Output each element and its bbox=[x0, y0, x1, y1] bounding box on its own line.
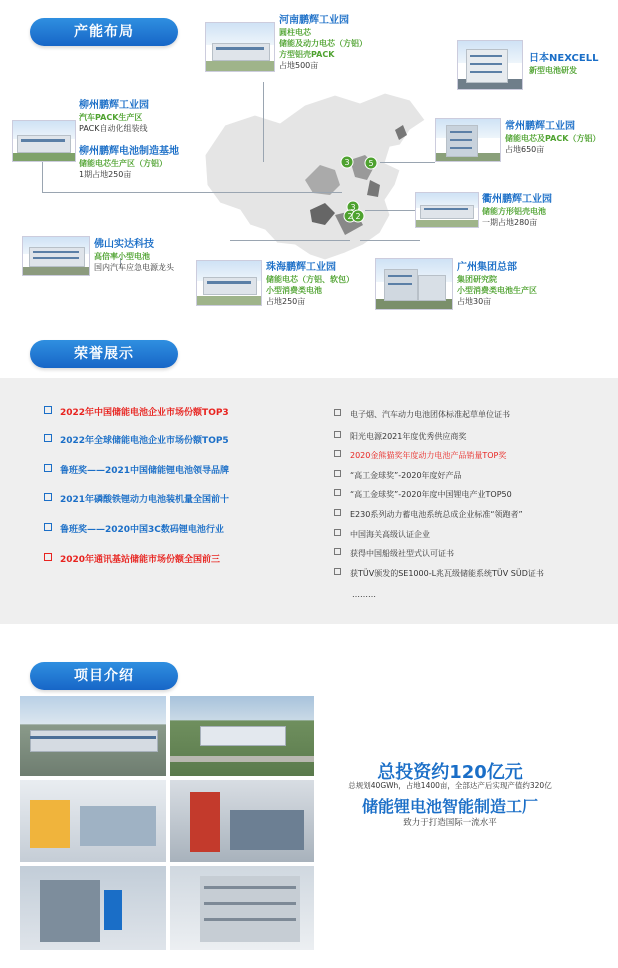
foshan-extra: 国内汽车应急电源龙头 bbox=[94, 263, 174, 272]
bullet-icon bbox=[44, 406, 52, 414]
project-section-title: 项目介绍 bbox=[30, 662, 178, 690]
map-marker-henan-label: 3 bbox=[344, 158, 350, 167]
liuzhou-base-area: 1期占地250亩 bbox=[79, 170, 132, 179]
henan-line-1: 圆柱电芯 bbox=[279, 28, 311, 37]
zhuhai-info bbox=[266, 261, 354, 307]
connector-changzhou bbox=[380, 162, 435, 164]
honor-right-7: 中国海关高级认证企业 bbox=[334, 529, 430, 540]
liuzhou-info bbox=[79, 99, 149, 134]
liuzhou-name: 柳州鹏辉工业园 bbox=[79, 100, 149, 111]
honor-left-2: 2022年全球储能电池企业市场份额TOP5 bbox=[44, 434, 229, 447]
japan-info bbox=[529, 52, 598, 76]
honor-right-3: 2020金熊猫奖年度动力电池产品销量TOP奖 bbox=[334, 450, 506, 461]
bullet-icon bbox=[334, 548, 341, 555]
guangzhou-info bbox=[457, 261, 537, 307]
japan-name: 日本NEXCELL bbox=[529, 53, 599, 64]
honors-ellipsis: ……… bbox=[352, 590, 376, 599]
guangzhou-line-2: 小型消费类电池生产区 bbox=[457, 286, 537, 295]
henan-line-3: 方型铝壳PACK bbox=[279, 50, 335, 59]
map-marker-liuzhou-label: 3 bbox=[350, 203, 356, 212]
honors-panel bbox=[0, 378, 618, 624]
foshan-line-1: 高倍率小型电池 bbox=[94, 252, 150, 261]
foshan-name: 佛山实达科技 bbox=[94, 239, 154, 250]
guangzhou-area: 占地30亩 bbox=[457, 297, 492, 306]
honor-right-8: 获得中国船级社型式认可证书 bbox=[334, 548, 454, 559]
project-photo-building-2 bbox=[170, 866, 314, 950]
henan-info bbox=[279, 14, 367, 71]
changzhou-area: 占地650亩 bbox=[505, 145, 545, 154]
liuzhou-base-line-1: 储能电芯生产区（方铝） bbox=[79, 159, 167, 168]
bullet-icon bbox=[334, 489, 341, 496]
japan-photo bbox=[457, 40, 523, 90]
honor-right-1: 电子烟、汽车动力电池团体标准起草单位证书 bbox=[334, 409, 510, 420]
bullet-icon bbox=[334, 409, 341, 416]
zhuhai-photo bbox=[196, 260, 262, 306]
quzhou-name: 衢州鹏辉工业园 bbox=[482, 194, 552, 205]
project-photo-aerial-1 bbox=[20, 696, 166, 776]
connector-zhuhai bbox=[230, 240, 350, 242]
henan-line-2: 储能及动力电芯（方铝） bbox=[279, 39, 367, 48]
honor-right-2: 阳光电源2021年度优秀供应商奖 bbox=[334, 431, 466, 442]
connector-liuzhou bbox=[42, 160, 44, 192]
liuzhou-base-info bbox=[79, 145, 179, 180]
connector-liuzhou-h bbox=[42, 192, 342, 194]
honor-right-4: “高工金球奖”-2020年度好产品 bbox=[334, 470, 462, 481]
project-photo-workshop-1 bbox=[20, 780, 166, 862]
honor-right-9: 获TÜV颁发的SE1000-L兆瓦级储能系统TÜV SÜD证书 bbox=[334, 568, 544, 579]
china-map bbox=[185, 85, 445, 285]
zhuhai-line-1: 储能电芯（方铝、软包） bbox=[266, 275, 354, 284]
japan-line-1: 新型电池研发 bbox=[529, 66, 577, 75]
project-photo-workshop-2 bbox=[170, 780, 314, 862]
honor-right-6: E230系列动力蓄电池系统总成企业标准“领跑者” bbox=[334, 509, 523, 520]
connector-henan bbox=[263, 82, 265, 162]
bullet-icon bbox=[44, 434, 52, 442]
bullet-icon bbox=[334, 509, 341, 516]
bullet-icon bbox=[44, 464, 52, 472]
connector-guangzhou bbox=[360, 240, 420, 242]
factory-slogan: 致力于打造国际一流水平 bbox=[403, 818, 497, 828]
quzhou-photo bbox=[415, 192, 479, 228]
bullet-icon bbox=[334, 470, 341, 477]
guangzhou-line-1: 集团研究院 bbox=[457, 275, 497, 284]
changzhou-name: 常州鹏辉工业园 bbox=[505, 121, 575, 132]
guangzhou-name: 广州集团总部 bbox=[457, 262, 517, 273]
project-photo-aerial-2 bbox=[170, 696, 314, 776]
investment-amount: 总投资约120亿元 bbox=[377, 762, 523, 783]
guangzhou-photo bbox=[375, 258, 453, 310]
liuzhou-line-1: 汽车PACK生产区 bbox=[79, 113, 143, 122]
liuzhou-photo bbox=[12, 120, 76, 162]
quzhou-area: 一期占地280亩 bbox=[482, 218, 538, 227]
map-marker-guangzhou-label: 2 bbox=[347, 212, 353, 221]
quzhou-info bbox=[482, 193, 552, 228]
bullet-icon bbox=[334, 529, 341, 536]
honor-left-4: 2021年磷酸铁锂动力电池装机量全国前十 bbox=[44, 493, 229, 506]
project-photo-building-1 bbox=[20, 866, 166, 950]
honor-left-5: 鲁班奖——2020中国3C数码锂电池行业 bbox=[44, 523, 224, 536]
foshan-photo bbox=[22, 236, 90, 276]
bullet-icon bbox=[334, 568, 341, 575]
bullet-icon bbox=[44, 493, 52, 501]
investment-plan: 总规划40GWh，占地1400亩，全部达产后实现产值约320亿 bbox=[348, 781, 552, 790]
capacity-section-title: 产能布局 bbox=[30, 18, 178, 46]
zhuhai-line-2: 小型消费类电池 bbox=[266, 286, 322, 295]
bullet-icon bbox=[334, 450, 341, 457]
liuzhou-base-name: 柳州鹏辉电池制造基地 bbox=[79, 146, 179, 157]
bullet-icon bbox=[44, 523, 52, 531]
henan-photo bbox=[205, 22, 275, 72]
quzhou-line-1: 储能方形铝壳电池 bbox=[482, 207, 546, 216]
bullet-icon bbox=[334, 431, 341, 438]
honor-left-3: 鲁班奖——2021中国储能锂电池领导品牌 bbox=[44, 464, 229, 477]
bullet-icon bbox=[44, 553, 52, 561]
map-marker-zhuhai-label: 2 bbox=[355, 212, 361, 221]
map-marker-changzhou-label: 5 bbox=[368, 159, 374, 168]
honor-left-6: 2020年通讯基站储能市场份额全国前三 bbox=[44, 553, 220, 566]
changzhou-line-1: 储能电芯及PACK（方铝） bbox=[505, 134, 601, 143]
liuzhou-extra: PACK自动化组装线 bbox=[79, 124, 148, 133]
factory-title: 储能锂电池智能制造工厂 bbox=[361, 797, 538, 816]
henan-area: 占地500亩 bbox=[279, 61, 319, 70]
honor-right-5: “高工金球奖”-2020年度中国锂电产业TOP50 bbox=[334, 489, 512, 500]
connector-quzhou bbox=[365, 210, 415, 212]
foshan-info bbox=[94, 238, 174, 273]
henan-name: 河南鹏辉工业园 bbox=[279, 15, 349, 26]
changzhou-info bbox=[505, 120, 600, 155]
honors-section-title: 荣誉展示 bbox=[30, 340, 178, 368]
changzhou-photo bbox=[435, 118, 501, 162]
zhuhai-name: 珠海鹏辉工业园 bbox=[266, 262, 336, 273]
honor-left-1: 2022年中国储能电池企业市场份额TOP3 bbox=[44, 406, 229, 419]
zhuhai-area: 占地250亩 bbox=[266, 297, 306, 306]
